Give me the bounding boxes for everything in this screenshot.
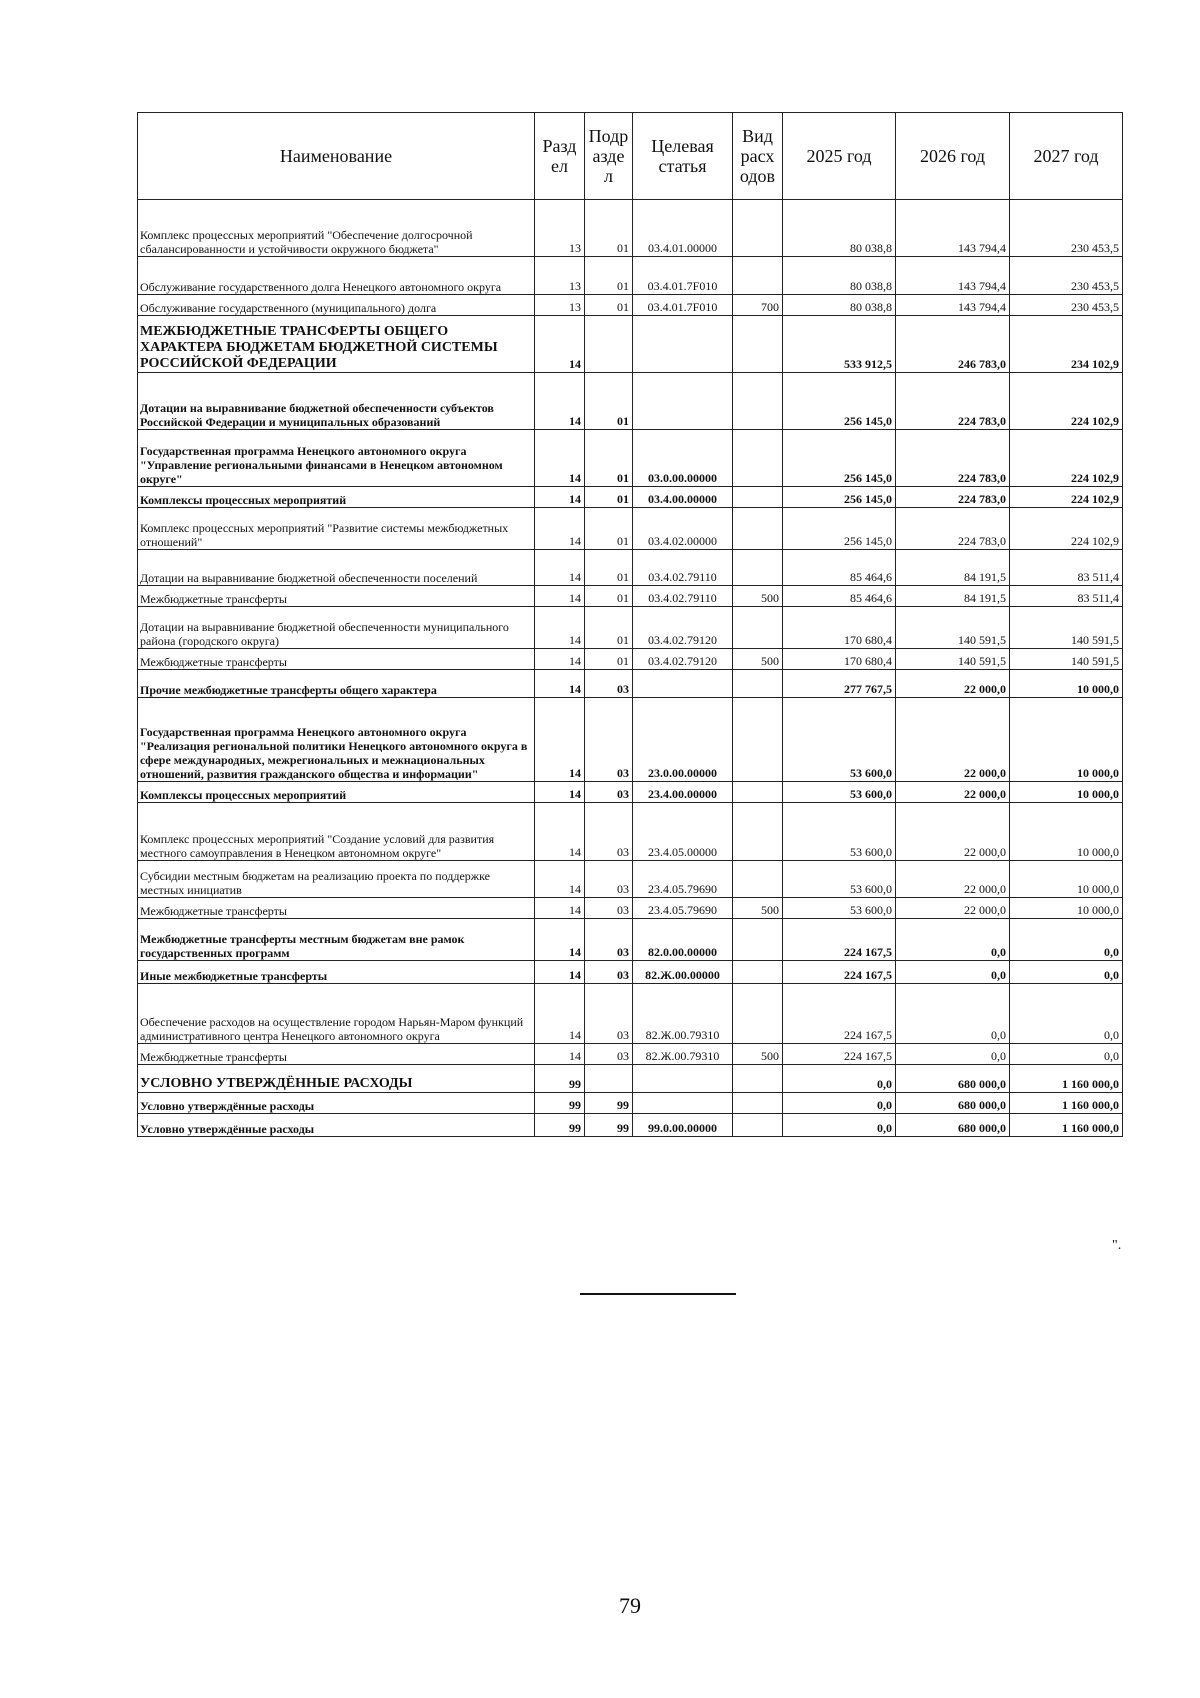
cell-y2027: 224 102,9 bbox=[1010, 487, 1123, 508]
cell-section: 14 bbox=[535, 803, 585, 861]
cell-section: 14 bbox=[535, 649, 585, 670]
cell-section: 14 bbox=[535, 782, 585, 803]
table-row bbox=[138, 295, 1123, 316]
cell-name: Прочие межбюджетные трансферты общего характера bbox=[138, 670, 535, 698]
cell-y2025: 85 464,6 bbox=[783, 586, 896, 607]
cell-subsection: 01 bbox=[585, 487, 633, 508]
cell-type bbox=[733, 670, 783, 698]
cell-y2027: 224 102,9 bbox=[1010, 508, 1123, 550]
cell-target bbox=[633, 670, 733, 698]
cell-type bbox=[733, 316, 783, 373]
cell-type bbox=[733, 984, 783, 1044]
header-2027: 2027 год bbox=[1010, 113, 1123, 200]
cell-y2026: 143 794,4 bbox=[896, 257, 1010, 295]
cell-name: Условно утверждённые расходы bbox=[138, 1093, 535, 1114]
cell-y2025: 80 038,8 bbox=[783, 200, 896, 257]
table-row bbox=[138, 898, 1123, 919]
cell-y2027: 10 000,0 bbox=[1010, 898, 1123, 919]
cell-type bbox=[733, 698, 783, 782]
table-row bbox=[138, 373, 1123, 430]
table-row bbox=[138, 698, 1123, 782]
cell-y2027: 1 160 000,0 bbox=[1010, 1114, 1123, 1137]
cell-name: Дотации на выравнивание бюджетной обеспеченности субъектов Российской Федерации и муниципальных образований bbox=[138, 373, 535, 430]
cell-y2027: 0,0 bbox=[1010, 919, 1123, 961]
cell-y2027: 234 102,9 bbox=[1010, 316, 1123, 373]
cell-y2026: 22 000,0 bbox=[896, 670, 1010, 698]
cell-y2026: 22 000,0 bbox=[896, 803, 1010, 861]
cell-y2027: 10 000,0 bbox=[1010, 861, 1123, 898]
table-row bbox=[138, 919, 1123, 961]
table-row bbox=[138, 1093, 1123, 1114]
cell-y2025: 53 600,0 bbox=[783, 698, 896, 782]
cell-y2026: 22 000,0 bbox=[896, 782, 1010, 803]
cell-y2026: 680 000,0 bbox=[896, 1114, 1010, 1137]
table-row bbox=[138, 200, 1123, 257]
cell-y2025: 53 600,0 bbox=[783, 898, 896, 919]
cell-name: Субсидии местным бюджетам на реализацию проекта по поддержке местных инициатив bbox=[138, 861, 535, 898]
cell-y2026: 143 794,4 bbox=[896, 295, 1010, 316]
cell-subsection: 03 bbox=[585, 670, 633, 698]
table-body bbox=[138, 200, 1123, 1137]
cell-y2026: 224 783,0 bbox=[896, 430, 1010, 487]
cell-name: МЕЖБЮДЖЕТНЫЕ ТРАНСФЕРТЫ ОБЩЕГО ХАРАКТЕРА БЮДЖЕТАМ БЮДЖЕТНОЙ СИСТЕМЫ РОССИЙСКОЙ ФЕДЕРАЦИИ bbox=[138, 316, 535, 373]
cell-section: 14 bbox=[535, 898, 585, 919]
cell-section: 14 bbox=[535, 607, 585, 649]
cell-section: 13 bbox=[535, 200, 585, 257]
cell-y2027: 83 511,4 bbox=[1010, 550, 1123, 586]
cell-y2026: 140 591,5 bbox=[896, 649, 1010, 670]
table-row bbox=[138, 803, 1123, 861]
cell-target: 03.4.02.79120 bbox=[633, 607, 733, 649]
closing-quote-mark: ". bbox=[1112, 1238, 1122, 1253]
cell-y2025: 0,0 bbox=[783, 1114, 896, 1137]
table-row bbox=[138, 586, 1123, 607]
cell-name: Комплексы процессных мероприятий bbox=[138, 487, 535, 508]
cell-y2025: 224 167,5 bbox=[783, 1044, 896, 1065]
cell-y2025: 80 038,8 bbox=[783, 295, 896, 316]
cell-type bbox=[733, 919, 783, 961]
cell-name: Комплекс процессных мероприятий "Обеспечение долгосрочной сбалансированности и устойчивости окружного бюджета" bbox=[138, 200, 535, 257]
cell-type bbox=[733, 508, 783, 550]
cell-type bbox=[733, 487, 783, 508]
cell-y2027: 1 160 000,0 bbox=[1010, 1093, 1123, 1114]
header-name: Наименование bbox=[138, 113, 535, 200]
header-target: Целевая статья bbox=[633, 113, 733, 200]
cell-y2025: 53 600,0 bbox=[783, 861, 896, 898]
cell-subsection: 01 bbox=[585, 586, 633, 607]
table-row bbox=[138, 984, 1123, 1044]
cell-name: Обеспечение расходов на осуществление городом Нарьян-Маром функций административного центра Ненецкого автономного округа bbox=[138, 984, 535, 1044]
cell-y2026: 224 783,0 bbox=[896, 487, 1010, 508]
cell-subsection: 01 bbox=[585, 430, 633, 487]
cell-y2027: 0,0 bbox=[1010, 961, 1123, 984]
cell-name: Условно утверждённые расходы bbox=[138, 1114, 535, 1137]
cell-name: Межбюджетные трансферты bbox=[138, 649, 535, 670]
cell-y2025: 256 145,0 bbox=[783, 487, 896, 508]
cell-y2026: 22 000,0 bbox=[896, 898, 1010, 919]
cell-target: 03.4.02.00000 bbox=[633, 508, 733, 550]
cell-target: 03.4.02.79110 bbox=[633, 550, 733, 586]
header-type: Вид расх одов bbox=[733, 113, 783, 200]
table-row bbox=[138, 257, 1123, 295]
cell-name: Комплексы процессных мероприятий bbox=[138, 782, 535, 803]
cell-target: 03.4.01.7F010 bbox=[633, 295, 733, 316]
table-row bbox=[138, 1065, 1123, 1093]
cell-y2026: 22 000,0 bbox=[896, 861, 1010, 898]
cell-target: 03.4.02.79120 bbox=[633, 649, 733, 670]
cell-section: 13 bbox=[535, 257, 585, 295]
header-2025: 2025 год bbox=[783, 113, 896, 200]
cell-type bbox=[733, 200, 783, 257]
cell-target: 03.4.00.00000 bbox=[633, 487, 733, 508]
cell-section: 14 bbox=[535, 487, 585, 508]
cell-name: Межбюджетные трансферты bbox=[138, 586, 535, 607]
cell-type bbox=[733, 1065, 783, 1093]
cell-y2026: 0,0 bbox=[896, 1044, 1010, 1065]
cell-y2025: 256 145,0 bbox=[783, 430, 896, 487]
table-row bbox=[138, 487, 1123, 508]
cell-section: 14 bbox=[535, 373, 585, 430]
cell-subsection: 01 bbox=[585, 607, 633, 649]
cell-subsection: 03 bbox=[585, 961, 633, 984]
cell-subsection: 03 bbox=[585, 898, 633, 919]
cell-target: 03.4.02.79110 bbox=[633, 586, 733, 607]
cell-y2026: 22 000,0 bbox=[896, 698, 1010, 782]
cell-y2025: 256 145,0 bbox=[783, 508, 896, 550]
cell-type bbox=[733, 550, 783, 586]
cell-y2026: 84 191,5 bbox=[896, 550, 1010, 586]
cell-section: 14 bbox=[535, 316, 585, 373]
end-divider-line bbox=[580, 1293, 736, 1295]
cell-y2025: 224 167,5 bbox=[783, 984, 896, 1044]
cell-y2025: 0,0 bbox=[783, 1065, 896, 1093]
cell-section: 14 bbox=[535, 508, 585, 550]
cell-y2026: 224 783,0 bbox=[896, 508, 1010, 550]
cell-name: Дотации на выравнивание бюджетной обеспеченности поселений bbox=[138, 550, 535, 586]
cell-y2027: 140 591,5 bbox=[1010, 607, 1123, 649]
cell-target: 23.0.00.00000 bbox=[633, 698, 733, 782]
cell-name: Межбюджетные трансферты bbox=[138, 898, 535, 919]
cell-target: 03.4.01.00000 bbox=[633, 200, 733, 257]
cell-y2027: 230 453,5 bbox=[1010, 295, 1123, 316]
cell-y2026: 0,0 bbox=[896, 919, 1010, 961]
cell-y2027: 10 000,0 bbox=[1010, 698, 1123, 782]
cell-subsection bbox=[585, 1065, 633, 1093]
cell-name: Дотации на выравнивание бюджетной обеспеченности муниципального района (городского округа) bbox=[138, 607, 535, 649]
cell-section: 14 bbox=[535, 430, 585, 487]
cell-section: 99 bbox=[535, 1114, 585, 1137]
cell-type bbox=[733, 1093, 783, 1114]
cell-section: 14 bbox=[535, 586, 585, 607]
table-row bbox=[138, 316, 1123, 373]
cell-section: 14 bbox=[535, 550, 585, 586]
cell-y2025: 53 600,0 bbox=[783, 782, 896, 803]
cell-type bbox=[733, 257, 783, 295]
cell-target: 03.0.00.00000 bbox=[633, 430, 733, 487]
table-row bbox=[138, 861, 1123, 898]
cell-type bbox=[733, 961, 783, 984]
table-row bbox=[138, 430, 1123, 487]
cell-subsection: 99 bbox=[585, 1114, 633, 1137]
cell-subsection: 01 bbox=[585, 550, 633, 586]
cell-target bbox=[633, 1065, 733, 1093]
cell-type: 700 bbox=[733, 295, 783, 316]
cell-type bbox=[733, 373, 783, 430]
cell-y2025: 170 680,4 bbox=[783, 649, 896, 670]
cell-y2025: 224 167,5 bbox=[783, 919, 896, 961]
cell-type bbox=[733, 782, 783, 803]
table-row bbox=[138, 961, 1123, 984]
cell-y2027: 140 591,5 bbox=[1010, 649, 1123, 670]
cell-subsection: 03 bbox=[585, 803, 633, 861]
cell-subsection: 03 bbox=[585, 1044, 633, 1065]
cell-subsection bbox=[585, 316, 633, 373]
cell-subsection: 01 bbox=[585, 649, 633, 670]
header-section: Разд ел bbox=[535, 113, 585, 200]
cell-name: Комплекс процессных мероприятий "Создание условий для развития местного самоуправления в Ненецком автономном округе" bbox=[138, 803, 535, 861]
table-row bbox=[138, 607, 1123, 649]
cell-name: Иные межбюджетные трансферты bbox=[138, 961, 535, 984]
cell-name: Комплекс процессных мероприятий "Развитие системы межбюджетных отношений" bbox=[138, 508, 535, 550]
cell-y2027: 0,0 bbox=[1010, 984, 1123, 1044]
cell-y2026: 143 794,4 bbox=[896, 200, 1010, 257]
cell-y2026: 680 000,0 bbox=[896, 1065, 1010, 1093]
cell-section: 13 bbox=[535, 295, 585, 316]
cell-type bbox=[733, 607, 783, 649]
cell-target: 23.4.05.00000 bbox=[633, 803, 733, 861]
cell-y2025: 53 600,0 bbox=[783, 803, 896, 861]
header-subsection: Подр азде л bbox=[585, 113, 633, 200]
cell-name: Обслуживание государственного долга Ненецкого автономного округа bbox=[138, 257, 535, 295]
cell-name: Обслуживание государственного (муниципального) долга bbox=[138, 295, 535, 316]
cell-y2027: 1 160 000,0 bbox=[1010, 1065, 1123, 1093]
cell-y2026: 0,0 bbox=[896, 984, 1010, 1044]
table-row bbox=[138, 508, 1123, 550]
budget-table bbox=[137, 112, 1123, 1137]
cell-subsection: 03 bbox=[585, 861, 633, 898]
cell-name: Межбюджетные трансферты местным бюджетам вне рамок государственных программ bbox=[138, 919, 535, 961]
cell-y2026: 84 191,5 bbox=[896, 586, 1010, 607]
cell-type bbox=[733, 803, 783, 861]
table-row bbox=[138, 649, 1123, 670]
table-row bbox=[138, 670, 1123, 698]
cell-y2026: 140 591,5 bbox=[896, 607, 1010, 649]
cell-section: 99 bbox=[535, 1093, 585, 1114]
cell-section: 14 bbox=[535, 670, 585, 698]
cell-y2025: 0,0 bbox=[783, 1093, 896, 1114]
cell-type: 500 bbox=[733, 649, 783, 670]
cell-subsection: 99 bbox=[585, 1093, 633, 1114]
cell-target bbox=[633, 1093, 733, 1114]
cell-target: 23.4.05.79690 bbox=[633, 898, 733, 919]
table-row bbox=[138, 1114, 1123, 1137]
cell-name: Государственная программа Ненецкого автономного округа "Управление региональными финансами в Ненецком автономном округе" bbox=[138, 430, 535, 487]
table-row bbox=[138, 1044, 1123, 1065]
cell-y2026: 680 000,0 bbox=[896, 1093, 1010, 1114]
cell-name: УСЛОВНО УТВЕРЖДЁННЫЕ РАСХОДЫ bbox=[138, 1065, 535, 1093]
cell-target: 99.0.00.00000 bbox=[633, 1114, 733, 1137]
cell-type bbox=[733, 430, 783, 487]
cell-section: 14 bbox=[535, 1044, 585, 1065]
cell-y2027: 10 000,0 bbox=[1010, 782, 1123, 803]
cell-y2027: 0,0 bbox=[1010, 1044, 1123, 1065]
cell-subsection: 01 bbox=[585, 200, 633, 257]
cell-y2025: 80 038,8 bbox=[783, 257, 896, 295]
cell-section: 14 bbox=[535, 919, 585, 961]
cell-y2027: 230 453,5 bbox=[1010, 200, 1123, 257]
cell-target: 23.4.00.00000 bbox=[633, 782, 733, 803]
cell-y2027: 83 511,4 bbox=[1010, 586, 1123, 607]
cell-subsection: 01 bbox=[585, 295, 633, 316]
cell-type bbox=[733, 861, 783, 898]
cell-y2025: 277 767,5 bbox=[783, 670, 896, 698]
cell-subsection: 03 bbox=[585, 984, 633, 1044]
cell-target: 82.Ж.00.79310 bbox=[633, 984, 733, 1044]
header-2026: 2026 год bbox=[896, 113, 1010, 200]
cell-y2025: 533 912,5 bbox=[783, 316, 896, 373]
cell-section: 99 bbox=[535, 1065, 585, 1093]
cell-type: 500 bbox=[733, 898, 783, 919]
cell-target bbox=[633, 316, 733, 373]
cell-section: 14 bbox=[535, 861, 585, 898]
cell-target: 82.0.00.00000 bbox=[633, 919, 733, 961]
table-row bbox=[138, 550, 1123, 586]
cell-name: Межбюджетные трансферты bbox=[138, 1044, 535, 1065]
cell-name: Государственная программа Ненецкого автономного округа "Реализация региональной политики Ненецкого автономного округа в сфере международных, межрегиональных и межнациональных отношений, развития гражданского общества и информации" bbox=[138, 698, 535, 782]
cell-y2026: 224 783,0 bbox=[896, 373, 1010, 430]
cell-section: 14 bbox=[535, 961, 585, 984]
cell-y2025: 224 167,5 bbox=[783, 961, 896, 984]
cell-type: 500 bbox=[733, 1044, 783, 1065]
cell-section: 14 bbox=[535, 698, 585, 782]
cell-type: 500 bbox=[733, 586, 783, 607]
cell-subsection: 01 bbox=[585, 373, 633, 430]
cell-target: 82.Ж.00.79310 bbox=[633, 1044, 733, 1065]
cell-y2026: 246 783,0 bbox=[896, 316, 1010, 373]
cell-subsection: 01 bbox=[585, 257, 633, 295]
cell-y2027: 224 102,9 bbox=[1010, 373, 1123, 430]
cell-y2027: 230 453,5 bbox=[1010, 257, 1123, 295]
cell-section: 14 bbox=[535, 984, 585, 1044]
page-number: 79 bbox=[619, 1593, 641, 1618]
cell-target: 82.Ж.00.00000 bbox=[633, 961, 733, 984]
cell-target bbox=[633, 373, 733, 430]
table-row bbox=[138, 782, 1123, 803]
cell-target: 03.4.01.7F010 bbox=[633, 257, 733, 295]
cell-y2025: 256 145,0 bbox=[783, 373, 896, 430]
cell-subsection: 03 bbox=[585, 698, 633, 782]
cell-target: 23.4.05.79690 bbox=[633, 861, 733, 898]
cell-subsection: 03 bbox=[585, 919, 633, 961]
cell-type bbox=[733, 1114, 783, 1137]
table-header-row bbox=[138, 113, 1123, 200]
cell-subsection: 03 bbox=[585, 782, 633, 803]
cell-y2025: 85 464,6 bbox=[783, 550, 896, 586]
cell-y2027: 224 102,9 bbox=[1010, 430, 1123, 487]
cell-y2027: 10 000,0 bbox=[1010, 670, 1123, 698]
cell-y2025: 170 680,4 bbox=[783, 607, 896, 649]
cell-subsection: 01 bbox=[585, 508, 633, 550]
cell-y2026: 0,0 bbox=[896, 961, 1010, 984]
cell-y2027: 10 000,0 bbox=[1010, 803, 1123, 861]
